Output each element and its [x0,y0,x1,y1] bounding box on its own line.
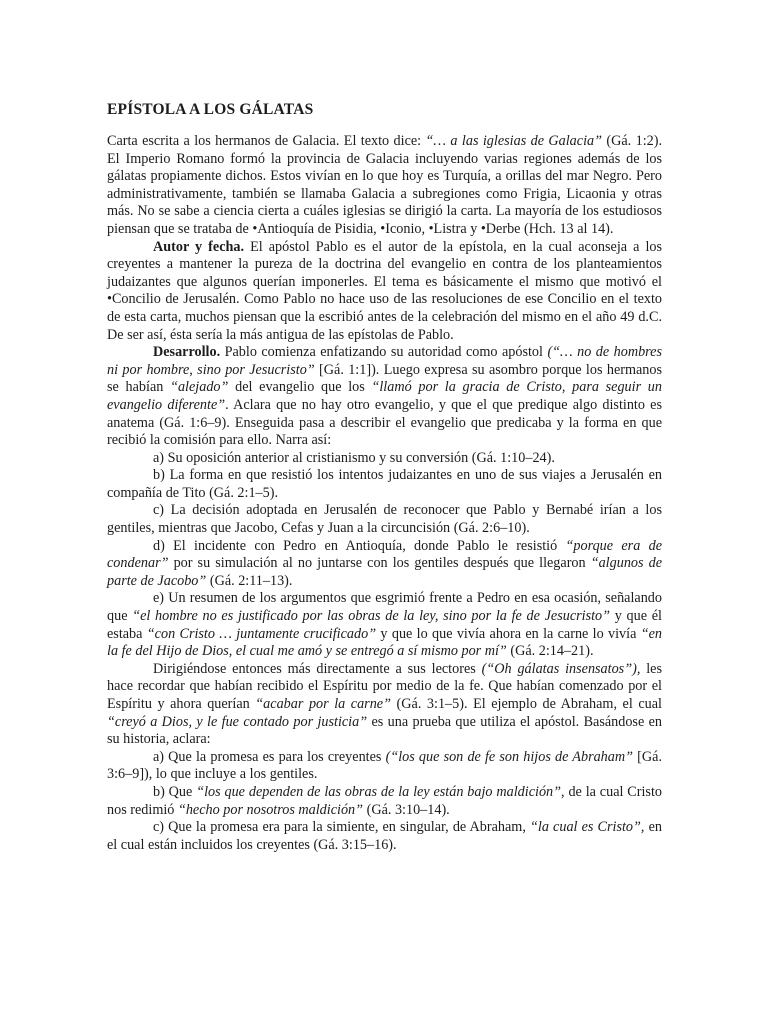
quotation-run: “algunos de parte de Jacobo” [107,555,662,589]
text-run: (Gá. 2:11–13). [206,572,293,589]
text-run: c) Que la promesa era para la simiente, en singular, de Abraham, [153,819,531,836]
text-run: del evangelio que los [228,379,372,396]
quotation-run: “creyó a Dios, y le fue contado por justicia” [107,713,368,730]
section-heading-run: Autor y fecha. [153,238,245,255]
text-run: (Gá. 2:14–21). [506,643,594,660]
list-item-paragraph [107,450,662,468]
text-run: , de la cual Cristo nos redimió [107,783,662,818]
text-run: a) Que la promesa es para los creyentes [153,748,386,765]
text-run: Dirigiéndose entonces más directamente a sus lectores [153,660,482,677]
paragraph [107,661,662,749]
text-run: [Gá. 3:6–9]), lo que incluye a los gentiles. [107,748,662,783]
document-body [107,133,662,854]
list-item-paragraph [107,749,662,784]
text-run: y que él estaba [107,608,662,642]
quotation-run: “con Cristo … juntamente crucificado” [146,625,377,642]
quotation-run: (“Oh gálatas insensatos”), [481,660,641,677]
quotation-run: “hecho por nosotros maldición” [177,801,364,818]
text-run: a) Su oposición anterior al cristianismo y su conversión (Gá. 1:10–24). [153,449,555,466]
quotation-run: “el hombre no es justificado por las obras de la ley, sino por la fe de Jesucristo” [132,608,611,625]
quotation-run: (“… no de hombres ni por hombre, sino por Jesucristo” [107,344,662,378]
text-run: les hace recordar que habían recibido el Espíritu por medio de la fe. Que habían comenzado por el Espíritu y ahora querían [107,660,662,712]
section-heading-run: Desarrollo. [153,344,221,361]
quotation-run: “acabar por la carne” [255,696,391,712]
text-run: El apóstol Pablo es el autor de la epístola, en la cual aconseja a los creyentes a mantener la pureza de la doctrina del evangelio en contra de los planteamientos judaizantes que algunos querían imponerles. El tema es básicamente el mismo que motivó el •Concilio de Jerusalén. Como Pablo no hace uso de las resoluciones de ese Concilio en el texto de esta carta, muchos piensan que la escribió antes de la celebración del mismo en el año 49 d.C. De ser así, ésta sería la más antigua de las epístolas de Pablo. [107,238,662,343]
text-run: Carta escrita a los hermanos de Galacia. El texto dice: [107,133,426,149]
quotation-run: “… a las iglesias de Galacia” [425,133,602,149]
text-run: b) Que [153,783,197,800]
quotation-run: “en la fe del Hijo de Dios, el cual me amó y se entregó a sí mismo por mí” [107,625,662,660]
text-run: Pablo comienza enfatizando su autoridad como apóstol [220,344,548,361]
quotation-run: “los que dependen de las obras de la ley están bajo maldición” [196,783,562,800]
list-item-paragraph [107,538,662,591]
list-item-paragraph [107,819,662,854]
text-run: por su simulación al no juntarse con los gentiles después que llegaron [168,555,591,572]
list-item-paragraph [107,784,662,819]
text-run: e) Un resumen de los argumentos que esgrimió frente a Pedro en esa ocasión, señalando que [107,590,662,625]
paragraph [107,239,662,345]
text-run: (Gá. 3:1–5). El ejemplo de Abraham, el cual [391,696,662,712]
text-run: en el cual están incluidos los creyentes (Gá. 3:15–16). [107,819,662,853]
quotation-run: “llamó por la gracia de Cristo, para seguir un evangelio diferente” [107,379,662,413]
quotation-run: (“los que son de fe son hijos de Abraham” [385,748,634,765]
text-run: . Aclara que no hay otro evangelio, y que el que predique algo distinto es anatema (Gá. 1:6–9). Enseguida pasa a describir el evangelio que predicaba y la forma en que recibió la comisión para ello. Narra así: [107,396,662,449]
text-run: y que lo que vivía ahora en la carne lo vivía [376,625,641,642]
text-run: es una prueba que utiliza el apóstol. Basándose en su historia, aclara: [107,713,662,748]
text-run: (Gá. 1:2). El Imperio Romano formó la provincia de Galacia incluyendo varias regiones además de los gálatas propiamente dichos. Estos vivían en lo que hoy es Turquía, a orillas del mar Negro. Pero administrativamente, también se llamaba Galacia a subregiones como Frigia, Licaonia y otras más. No se sabe a ciencia cierta a cuáles iglesias se dirigió la carta. La mayoría de los estudiosos piensan que se trataba de •Antioquía de Pisidia, •Iconio, •Listra y •Derbe (Hch. 13 al 14). [107,133,663,237]
paragraph [107,133,662,239]
text-run: c) La decisión adoptada en Jerusalén de reconocer que Pablo y Bernabé irían a los gentiles, mientras que Jacobo, Cefas y Juan a la circuncisión (Gá. 2:6–10). [107,502,662,537]
quotation-run: “alejado” [170,379,229,396]
list-item-paragraph [107,502,662,537]
text-run: b) La forma en que resistió los intentos judaizantes en uno de sus viajes a Jerusalén en compañía de Tito (Gá. 2:1–5). [107,467,662,501]
text-run: [Gá. 1:1]). Luego expresa su asombro porque los hermanos se habían [107,361,663,396]
list-item-paragraph [107,467,662,502]
quotation-run: “la cual es Cristo”, [530,819,645,836]
list-item-paragraph [107,590,662,660]
paragraph [107,344,662,450]
text-run: (Gá. 3:10–14). [363,801,450,818]
text-run: d) El incidente con Pedro en Antioquía, donde Pablo le resistió [153,537,566,554]
quotation-run: “porque era de condenar” [107,537,662,572]
document-title: EPÍSTOLA A LOS GÁLATAS [107,101,314,118]
